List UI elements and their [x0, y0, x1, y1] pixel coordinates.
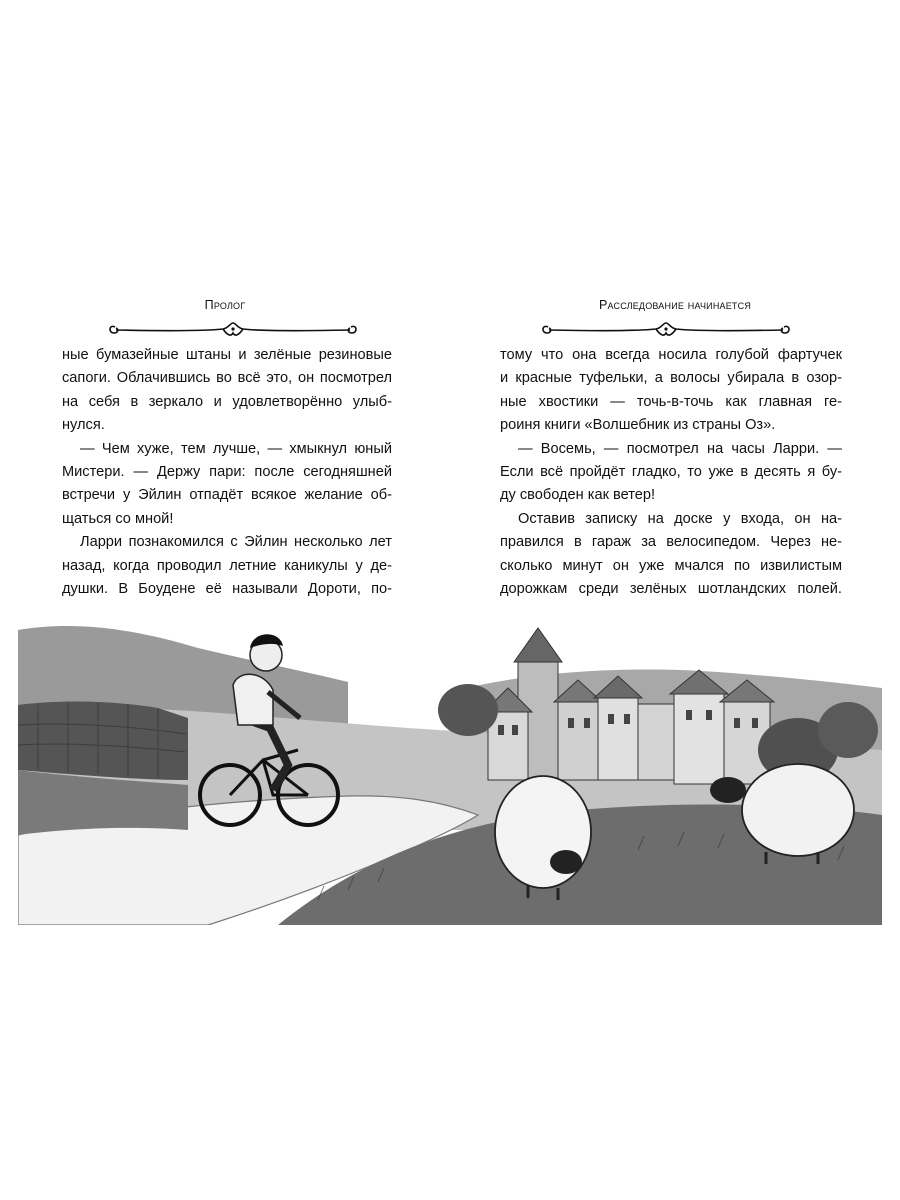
- text-line: на себя в зеркало и удовлетворённо улыб-: [62, 393, 392, 410]
- text-line: сколько минут он уже мчался по извилистым: [500, 557, 842, 574]
- text-line: Ларри познакомился с Эйлин несколько лет: [80, 534, 392, 551]
- landscape-illustration: [18, 600, 882, 925]
- text-line: сапоги. Облачившись во всё это, он посмотрел: [62, 370, 392, 387]
- tree: [818, 702, 878, 758]
- ornament-divider-icon: [105, 318, 361, 340]
- text-line: назад, когда проводил летние каникулы у де-: [62, 557, 392, 574]
- right-running-head: Расследование начинается: [598, 298, 752, 312]
- text-line: и красные туфельки, а волосы убирала в озор-: [500, 370, 842, 387]
- text-line: ные бумазейные штаны и зелёные резиновые: [62, 347, 392, 363]
- ornament-divider-icon: [538, 318, 794, 340]
- right-body-text: [500, 344, 842, 601]
- text-line: — Чем хуже, тем лучше, — хмыкнул юный: [80, 440, 392, 457]
- left-body-text: [62, 344, 392, 601]
- left-running-head: Пролог: [204, 298, 246, 312]
- stone-wall: [18, 702, 188, 780]
- text-line: Если всё пройдёт гладко, то уже в десять я бу-: [500, 464, 842, 481]
- text-line: ду свободен как ветер!: [500, 487, 656, 504]
- tree: [438, 684, 498, 736]
- text-line: Оставив записку на доске у входа, он на-: [518, 510, 842, 527]
- text-line: дорожкам среди зелёных шотландских полей.: [500, 581, 842, 598]
- text-line: роиня книги «Волшебник из страны Оз».: [500, 417, 776, 434]
- text-line: ные хвостики — точь-в-точь как главная ге-: [500, 393, 842, 410]
- text-line: Мистери. — Держу пари: после сегодняшней: [62, 464, 392, 481]
- text-line: встречи у Эйлин отпадёт всякое желание об-: [62, 487, 392, 504]
- text-line: правился в гараж за велосипедом. Через не-: [500, 534, 842, 551]
- text-line: тому что она всегда носила голубой фартучек: [500, 347, 842, 363]
- text-line: нулся.: [62, 417, 105, 434]
- text-line: душки. В Боудене её называли Дороти, по-: [62, 581, 392, 598]
- text-line: щаться со мной!: [62, 510, 174, 527]
- village: [484, 628, 774, 784]
- text-line: — Восемь, — посмотрел на часы Ларри. —: [518, 440, 842, 457]
